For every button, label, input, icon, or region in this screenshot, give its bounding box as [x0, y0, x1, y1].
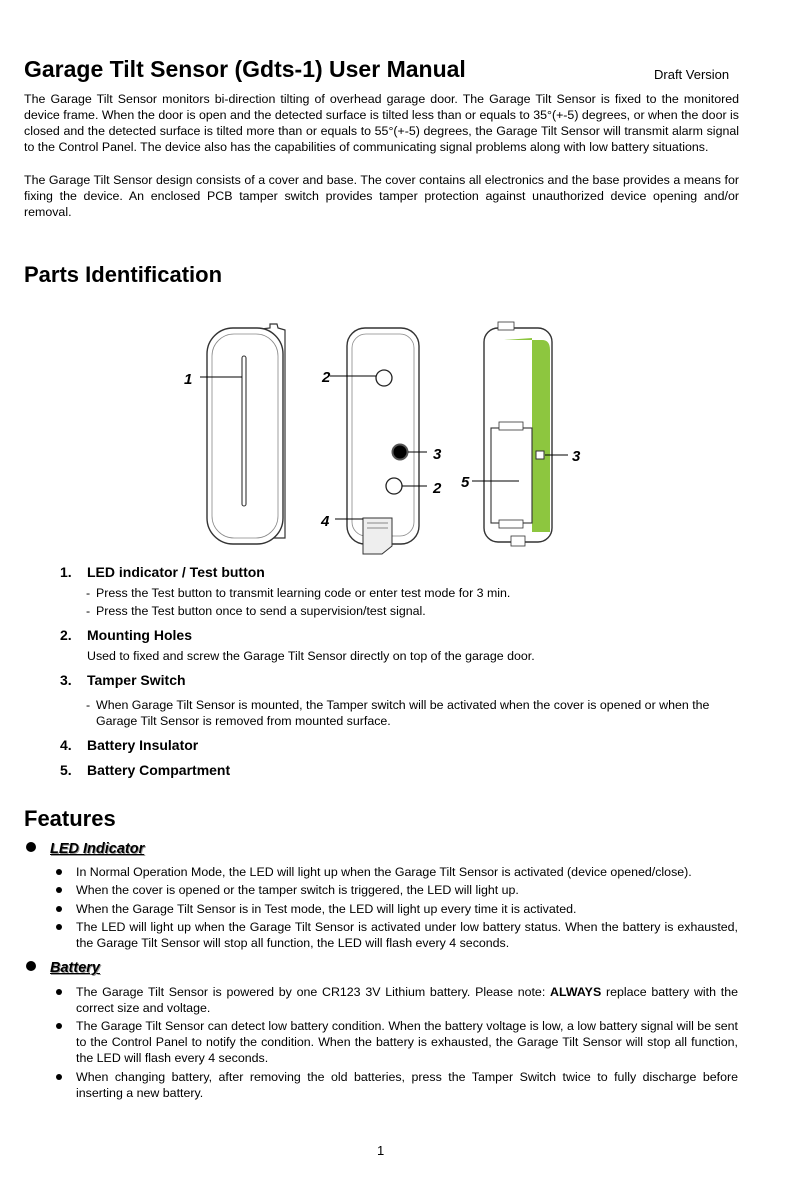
bullet-icon: [26, 961, 36, 971]
parts-item-5: 5. Battery Compartment: [60, 762, 231, 778]
parts-item-1: 1. LED indicator / Test button: [60, 564, 265, 580]
feature-led-heading: LED Indicator: [26, 841, 144, 857]
device-diagram: [170, 318, 600, 558]
tamper-switch-pcb: [536, 451, 544, 459]
bullet-icon: [56, 924, 62, 930]
intro-paragraph-2: The Garage Tilt Sensor design consists of a cover and base. The cover contains all electronics and the base provides a means for fixing the device. An enclosed PCB tamper switch provides tamper protection against unauthorized device opening and/or removal.: [24, 173, 739, 219]
led-instruction-2: - Press the Test button once to send a supervision/test signal.: [86, 604, 426, 618]
bullet-icon: [56, 989, 62, 995]
callout-3-pcb: 3: [572, 448, 581, 465]
parts-item-4: 4. Battery Insulator: [60, 737, 199, 753]
led-bullet-3: When the Garage Tilt Sensor is in Test mode, the LED will light up every time it is activated.: [56, 901, 738, 917]
mounting-holes-text: Used to fixed and screw the Garage Tilt Sensor directly on top of the garage door.: [87, 649, 535, 663]
callout-1: 1: [184, 371, 193, 388]
parts-heading: Parts Identification: [24, 262, 223, 287]
intro-paragraph-1: The Garage Tilt Sensor monitors bi-direction tilting of overhead garage door. The Garage Tilt Sensor is fixed to the monitored device frame. When the door is open and the detected surface is tilted less than or equals to 35°(+-5) degrees, or when the door is closed and the detected surface is tilted more than or equals to 55°(+-5) degrees, the Garage Tilt Sensor will transmit alarm signal to the Control Panel. The device also has the capabilities of communicating signal problems along with low battery situations.: [24, 92, 739, 154]
battery-bullet-3: When changing battery, after removing the old batteries, press the Tamper Switch twice to fully discharge before inserting a new battery.: [56, 1069, 738, 1101]
battery-compartment: [491, 428, 532, 523]
led-bullet-2: When the cover is opened or the tamper switch is triggered, the LED will light up.: [56, 882, 738, 898]
page-title: Garage Tilt Sensor (Gdts-1) User Manual: [24, 56, 466, 82]
led-test-button-slot: [242, 356, 246, 506]
battery-bullet-2: The Garage Tilt Sensor can detect low battery condition. When the battery voltage is low, a low battery signal will be sent to the Control Panel to notify the condition. When the battery is exhausted, the Garage Tilt Sensor will stop all function, the LED will flash every 4 seconds.: [56, 1018, 738, 1066]
parts-item-3: 3. Tamper Switch: [60, 672, 186, 688]
led-bullet-1: In Normal Operation Mode, the LED will light up when the Garage Tilt Sensor is activated (device opened/close).: [56, 864, 738, 880]
pcb-illustration: [484, 322, 552, 546]
bullet-icon: [26, 842, 36, 852]
feature-battery-heading: Battery: [26, 960, 100, 976]
bullet-icon: [56, 1023, 62, 1029]
bullet-icon: [56, 1074, 62, 1080]
draft-label: Draft Version: [654, 67, 730, 82]
tamper-switch-front: [393, 445, 408, 460]
front-cover-illustration: [207, 324, 285, 544]
callout-4: 4: [321, 513, 330, 530]
mounting-hole-bottom: [386, 478, 402, 494]
callout-2-top: 2: [322, 369, 331, 386]
callout-3-front: 3: [433, 446, 442, 463]
bullet-icon: [56, 869, 62, 875]
bullet-icon: [56, 906, 62, 912]
led-instruction-1: - Press the Test button to transmit learning code or enter test mode for 3 min.: [86, 586, 511, 600]
features-heading: Features: [24, 806, 116, 831]
battery-bullet-1: The Garage Tilt Sensor is powered by one CR123 3V Lithium battery. Please note: ALWAYS replace battery with the correct size and voltage.: [56, 984, 738, 1016]
callout-5: 5: [461, 474, 470, 491]
bullet-icon: [56, 887, 62, 893]
base-illustration: [347, 328, 419, 554]
led-bullet-4: The LED will light up when the Garage Tilt Sensor is activated under low battery status. When the battery is exhausted, the Garage Tilt Sensor will stop all function, the LED will flash every 4 seconds.: [56, 919, 738, 951]
parts-item-2: 2. Mounting Holes: [60, 627, 192, 643]
page-number: 1: [377, 1143, 385, 1158]
callout-2-bottom: 2: [433, 480, 442, 497]
mounting-hole-top: [376, 370, 392, 386]
tamper-instruction: - When Garage Tilt Sensor is mounted, the Tamper switch will be activated when the cover is opened or when the Garage Tilt Sensor is removed from mounted surface.: [86, 698, 710, 728]
